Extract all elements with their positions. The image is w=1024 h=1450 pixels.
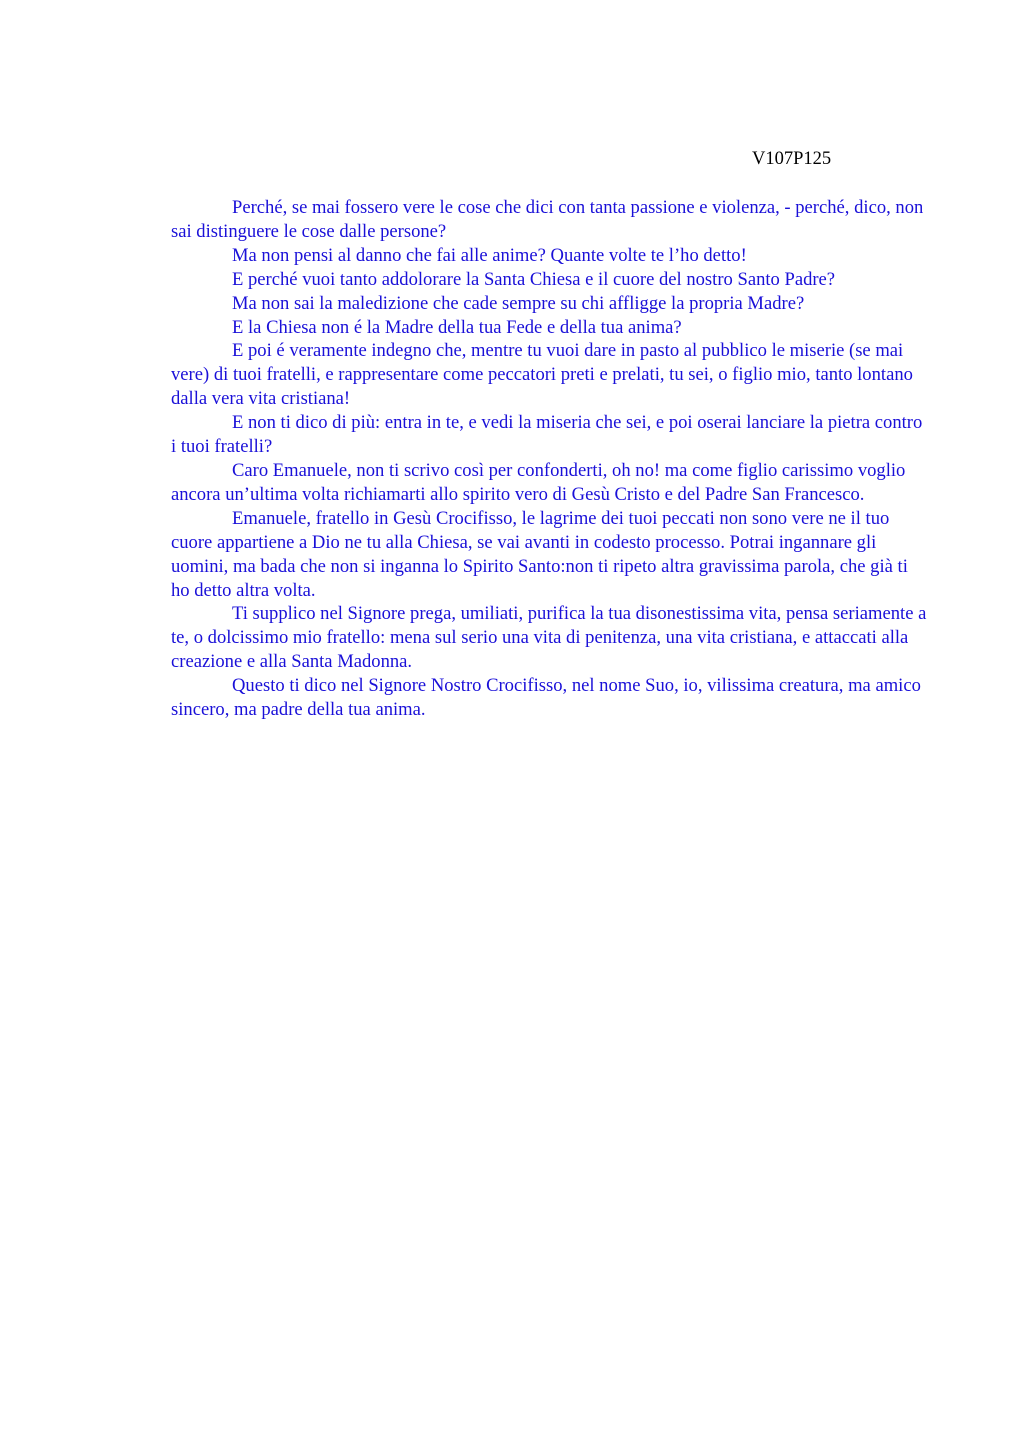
paragraph: Ma non sai la maledizione che cade sempre su chi affligge la propria Madre? bbox=[232, 292, 805, 314]
paragraph: E non ti dico di più: entra in te, e vedi la miseria che sei, e poi oserai lanciare la pietra contro i tuoi fratelli? bbox=[171, 412, 923, 458]
paragraph: E perché vuoi tanto addolorare la Santa Chiesa e il cuore del nostro Santo Padre? bbox=[232, 268, 836, 290]
paragraph: Ti supplico nel Signore prega, umiliati, purifica la tua disonestissima vita, pensa seriamente a te, o dolcissimo mio fratello: mena sul serio una vita di penitenza, una vita cristiana, e attaccati alla creazione e alla Santa Madonna. bbox=[171, 603, 927, 673]
paragraph: Perché, se mai fossero vere le cose che dici con tanta passione e violenza, - perché, dico, non sai distinguere le cose dalle persone? bbox=[171, 197, 924, 242]
page-code: V107P125 bbox=[752, 149, 832, 169]
paragraph: Questo ti dico nel Signore Nostro Crocifisso, nel nome Suo, io, vilissima creatura, ma amico sincero, ma padre della tua anima. bbox=[171, 675, 921, 721]
paragraph: E poi é veramente indegno che, mentre tu vuoi dare in pasto al pubblico le miserie (se mai vere) di tuoi fratelli, e rappresentare come peccatori preti e prelati, tu sei, o figlio mio, tanto lontano dalla vera vita cristiana! bbox=[171, 340, 913, 410]
paragraph: Emanuele, fratello in Gesù Crocifisso, le lagrime dei tuoi peccati non sono vere ne il tuo cuore appartiene a Dio ne tu alla Chiesa, se vai avanti in codesto processo. Potrai ingannare gli uomini, ma bada che non si inganna lo Spirito Santo:non ti ripeto altra gravissima parola, che già ti ho detto altra volta. bbox=[171, 507, 908, 601]
letter-body bbox=[171, 196, 927, 722]
paragraph: Ma non pensi al danno che fai alle anime? Quante volte te l’ho detto! bbox=[232, 244, 747, 266]
paragraph: Caro Emanuele, non ti scrivo così per confonderti, oh no! ma come figlio carissimo voglio ancora un’ultima volta richiamarti allo spirito vero di Gesù Cristo e del Padre San Francesco. bbox=[171, 459, 906, 505]
paragraph: E la Chiesa non é la Madre della tua Fede e della tua anima? bbox=[232, 316, 682, 338]
